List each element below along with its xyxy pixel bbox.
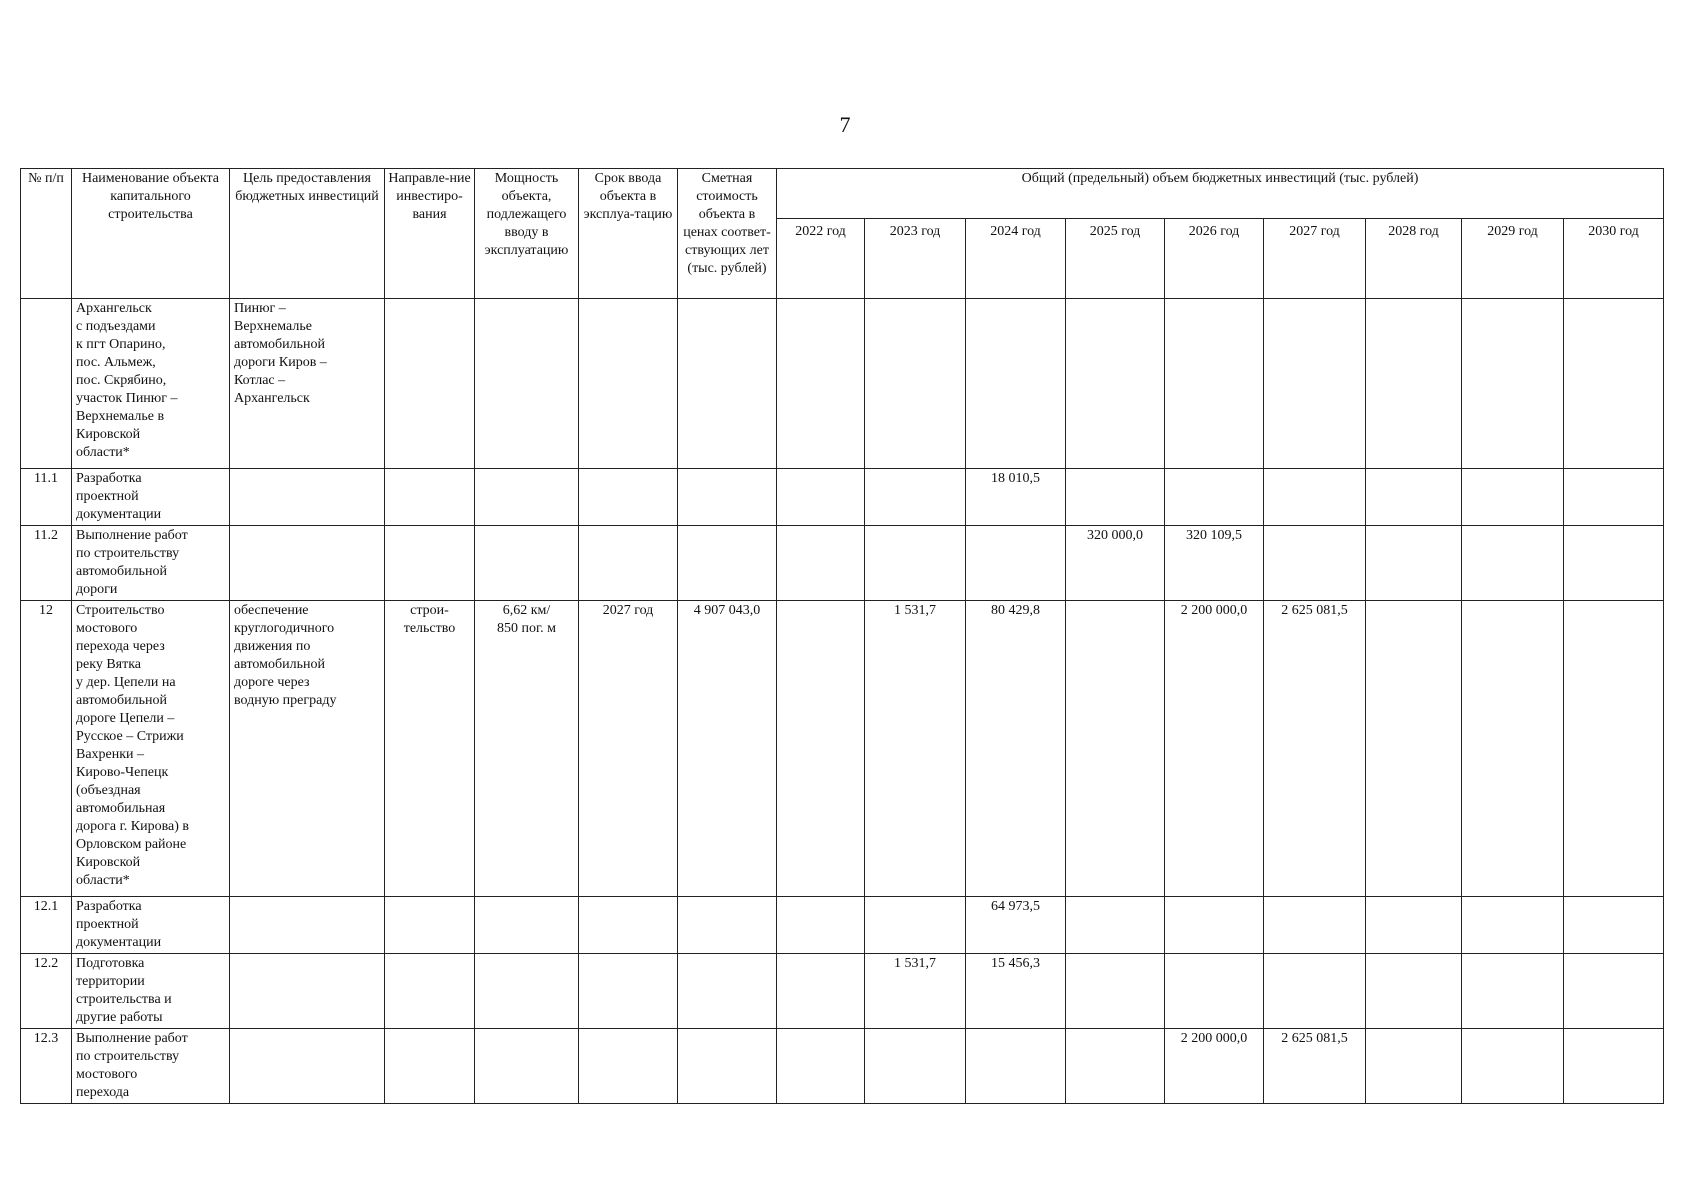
header-goal: Цель предоставления бюджетных инвестиций <box>230 169 385 299</box>
year-value-cell <box>1066 954 1165 1029</box>
estimated-cost <box>678 954 777 1029</box>
year-value-cell <box>1462 469 1564 526</box>
header-year: 2023 год <box>865 219 966 299</box>
year-value-cell: 80 429,8 <box>966 601 1066 897</box>
year-value-cell <box>865 299 966 469</box>
table-body <box>21 299 1664 1104</box>
year-value-cell <box>1066 299 1165 469</box>
year-value-cell <box>1264 897 1366 954</box>
year-value-cell: 2 625 081,5 <box>1264 601 1366 897</box>
header-year: 2026 год <box>1165 219 1264 299</box>
commissioning-term <box>579 1029 678 1104</box>
header-year: 2027 год <box>1264 219 1366 299</box>
year-value-cell <box>1564 526 1664 601</box>
year-value-cell <box>1564 299 1664 469</box>
investment-goal <box>230 897 385 954</box>
year-value-cell <box>1564 1029 1664 1104</box>
year-value-cell <box>1264 954 1366 1029</box>
year-value-cell <box>1462 1029 1564 1104</box>
header-num: № п/п <box>21 169 72 299</box>
investment-table <box>20 168 1664 1104</box>
row-num: 11.2 <box>21 526 72 601</box>
object-name: Выполнение работ по строительству мостового перехода <box>72 1029 230 1104</box>
object-capacity <box>475 954 579 1029</box>
year-value-cell <box>777 601 865 897</box>
year-value-cell: 2 200 000,0 <box>1165 601 1264 897</box>
row-num: 12.1 <box>21 897 72 954</box>
year-value-cell <box>1366 299 1462 469</box>
commissioning-term <box>579 299 678 469</box>
year-value-cell <box>1165 954 1264 1029</box>
year-value-cell: 64 973,5 <box>966 897 1066 954</box>
year-value-cell <box>777 299 865 469</box>
year-value-cell <box>1462 299 1564 469</box>
investment-direction <box>385 954 475 1029</box>
estimated-cost <box>678 469 777 526</box>
header-term: Срок ввода объекта в эксплуа-тацию <box>579 169 678 299</box>
header-year: 2028 год <box>1366 219 1462 299</box>
year-value-cell <box>777 954 865 1029</box>
investment-direction <box>385 469 475 526</box>
investment-goal: Пинюг – Верхнемалье автомобильной дороги Киров – Котлас – Архангельск <box>230 299 385 469</box>
table-row <box>21 1029 1664 1104</box>
investment-direction <box>385 1029 475 1104</box>
table-row <box>21 299 1664 469</box>
header-cost: Сметная стоимость объекта в ценах соответ-ствующих лет (тыс. рублей) <box>678 169 777 299</box>
table-row <box>21 897 1664 954</box>
year-value-cell <box>1462 897 1564 954</box>
year-value-cell <box>777 897 865 954</box>
year-value-cell: 18 010,5 <box>966 469 1066 526</box>
object-capacity <box>475 299 579 469</box>
object-name: Архангельск с подъездами к пгт Опарино, пос. Альмеж, пос. Скрябино, участок Пинюг – Верхнемалье в Кировской области* <box>72 299 230 469</box>
year-value-cell <box>1165 897 1264 954</box>
year-value-cell: 320 109,5 <box>1165 526 1264 601</box>
estimated-cost <box>678 526 777 601</box>
header-year: 2024 год <box>966 219 1066 299</box>
year-value-cell <box>1264 526 1366 601</box>
table-row <box>21 601 1664 897</box>
investment-direction <box>385 897 475 954</box>
header-year: 2030 год <box>1564 219 1664 299</box>
year-value-cell <box>966 299 1066 469</box>
year-value-cell <box>1564 954 1664 1029</box>
estimated-cost: 4 907 043,0 <box>678 601 777 897</box>
header-year: 2025 год <box>1066 219 1165 299</box>
year-value-cell <box>1264 299 1366 469</box>
estimated-cost <box>678 299 777 469</box>
year-value-cell <box>1066 469 1165 526</box>
table-row <box>21 954 1664 1029</box>
year-value-cell <box>1462 954 1564 1029</box>
row-num: 12 <box>21 601 72 897</box>
investment-goal <box>230 469 385 526</box>
commissioning-term <box>579 954 678 1029</box>
table-row <box>21 469 1664 526</box>
year-value-cell <box>1264 469 1366 526</box>
year-value-cell <box>865 469 966 526</box>
row-num <box>21 299 72 469</box>
year-value-cell <box>777 469 865 526</box>
year-value-cell <box>865 526 966 601</box>
year-value-cell <box>777 1029 865 1104</box>
year-value-cell <box>865 897 966 954</box>
year-value-cell <box>1366 601 1462 897</box>
investment-goal <box>230 1029 385 1104</box>
year-value-cell <box>966 526 1066 601</box>
year-value-cell <box>777 526 865 601</box>
investment-goal: обеспечение круглогодичного движения по автомобильной дороге через водную преграду <box>230 601 385 897</box>
object-capacity <box>475 897 579 954</box>
row-num: 12.3 <box>21 1029 72 1104</box>
year-value-cell <box>1564 897 1664 954</box>
row-num: 11.1 <box>21 469 72 526</box>
investment-direction: строи- тельство <box>385 601 475 897</box>
year-value-cell <box>1066 897 1165 954</box>
object-name: Подготовка территории строительства и другие работы <box>72 954 230 1029</box>
table-row <box>21 526 1664 601</box>
header-name: Наименование объекта капитального строительства <box>72 169 230 299</box>
commissioning-term <box>579 897 678 954</box>
estimated-cost <box>678 897 777 954</box>
year-value-cell <box>1366 469 1462 526</box>
object-capacity <box>475 526 579 601</box>
year-value-cell <box>1564 469 1664 526</box>
year-value-cell: 2 625 081,5 <box>1264 1029 1366 1104</box>
header-direction: Направле-ние инвестиро-вания <box>385 169 475 299</box>
year-value-cell <box>1366 954 1462 1029</box>
page-number: 7 <box>839 112 851 137</box>
investment-goal <box>230 954 385 1029</box>
commissioning-term <box>579 526 678 601</box>
year-value-cell <box>1066 601 1165 897</box>
header-volume: Общий (предельный) объем бюджетных инвестиций (тыс. рублей) <box>777 169 1664 219</box>
year-value-cell: 1 531,7 <box>865 601 966 897</box>
header-year: 2029 год <box>1462 219 1564 299</box>
year-value-cell: 320 000,0 <box>1066 526 1165 601</box>
year-value-cell <box>1462 601 1564 897</box>
object-capacity: 6,62 км/ 850 пог. м <box>475 601 579 897</box>
object-name: Разработка проектной документации <box>72 469 230 526</box>
year-value-cell <box>1366 1029 1462 1104</box>
row-num: 12.2 <box>21 954 72 1029</box>
header-year: 2022 год <box>777 219 865 299</box>
investment-direction <box>385 299 475 469</box>
year-value-cell: 2 200 000,0 <box>1165 1029 1264 1104</box>
year-value-cell <box>1165 469 1264 526</box>
object-name: Выполнение работ по строительству автомобильной дороги <box>72 526 230 601</box>
object-name: Строительство мостового перехода через реку Вятка у дер. Цепели на автомобильной дороге Цепели – Русское – Стрижи Вахренки – Кирово-Чепецк (объездная автомобильная дорога г. Кирова) в Орловском районе Кировской области* <box>72 601 230 897</box>
estimated-cost <box>678 1029 777 1104</box>
investment-direction <box>385 526 475 601</box>
year-value-cell <box>1366 897 1462 954</box>
year-value-cell <box>865 1029 966 1104</box>
year-value-cell <box>1462 526 1564 601</box>
commissioning-term <box>579 469 678 526</box>
investment-goal <box>230 526 385 601</box>
year-value-cell <box>1366 526 1462 601</box>
header-capacity: Мощность объекта, подлежащего вводу в эксплуатацию <box>475 169 579 299</box>
year-value-cell: 15 456,3 <box>966 954 1066 1029</box>
object-capacity <box>475 469 579 526</box>
year-value-cell <box>966 1029 1066 1104</box>
year-value-cell: 1 531,7 <box>865 954 966 1029</box>
object-name: Разработка проектной документации <box>72 897 230 954</box>
object-capacity <box>475 1029 579 1104</box>
year-value-cell <box>1564 601 1664 897</box>
year-value-cell <box>1066 1029 1165 1104</box>
year-value-cell <box>1165 299 1264 469</box>
commissioning-term: 2027 год <box>579 601 678 897</box>
